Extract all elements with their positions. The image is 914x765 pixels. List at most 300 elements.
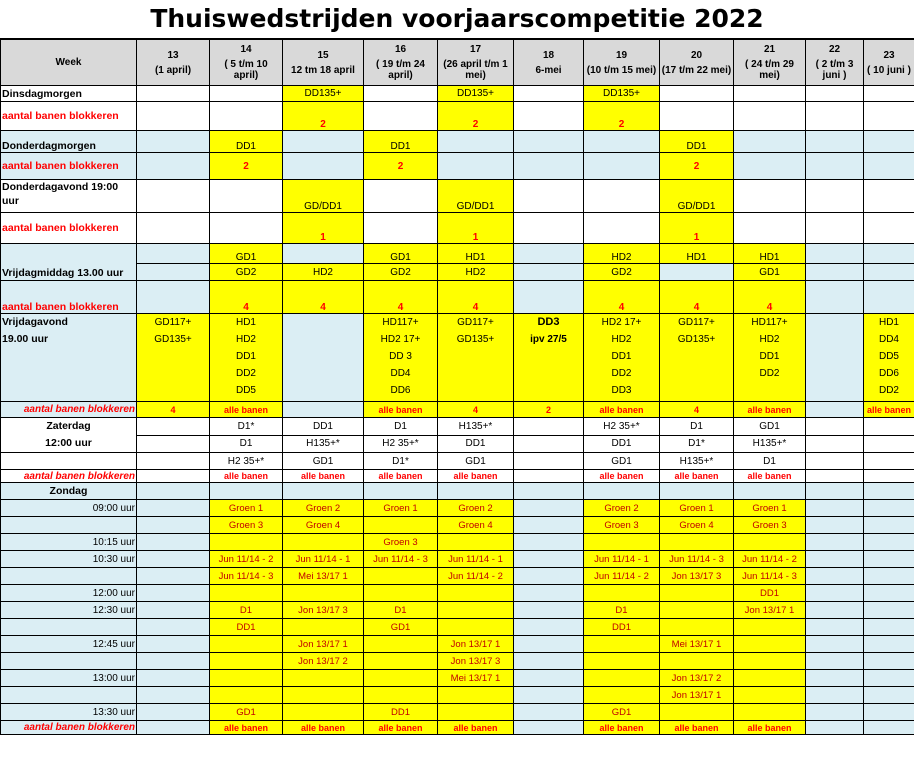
- zon-cell-w14: [210, 534, 283, 551]
- doda-block-w21: [734, 213, 806, 244]
- zat-cell-w15: DD1: [283, 418, 364, 436]
- zon-cell-w14: DD1: [210, 619, 283, 636]
- vra-entry: DD3: [537, 316, 560, 328]
- zat-cell-w13: [137, 435, 210, 453]
- vrm-cell-w13: [137, 264, 210, 281]
- row-label: Zondag: [1, 483, 137, 500]
- dinsdag-block-w17: 2: [438, 102, 514, 131]
- zon-cell-w14: Jun 11/14 - 3: [210, 568, 283, 585]
- block-label: aantal banen blokkeren: [1, 470, 137, 483]
- zat-cell-w13: [137, 418, 210, 436]
- zondag-row-5: [1, 568, 914, 585]
- zon-cell-w19: [584, 687, 660, 704]
- zon-cell-w18: [514, 568, 584, 585]
- zon-cell-w16: [364, 568, 438, 585]
- zat-block-w13: [137, 470, 210, 483]
- week-number: 15: [317, 49, 329, 61]
- doda-block-w18: [514, 213, 584, 244]
- zon-cell-w18: [514, 687, 584, 704]
- week-dates: 12 tm 18 april: [291, 64, 355, 76]
- zon-block-w18: [514, 721, 584, 735]
- zat-block-w16: alle banen: [364, 470, 438, 483]
- dinsdag-block-w21: [734, 102, 806, 131]
- zat-cell-w16: H2 35+*: [364, 435, 438, 453]
- zondag-empty: [584, 483, 660, 500]
- dinsdag-block-w22: [806, 102, 864, 131]
- vra-entry: GD117+: [457, 317, 494, 328]
- zon-cell-w21: [734, 670, 806, 687]
- week-column-header: [734, 40, 806, 86]
- vra-entry: HD2 17+: [601, 317, 642, 328]
- week-number: 19: [615, 49, 628, 61]
- zon-cell-w21: [734, 704, 806, 721]
- vrijdagavond-row: [1, 314, 914, 402]
- zat-cell-w20: H135+*: [660, 453, 734, 470]
- time-label: [1, 619, 137, 636]
- zaterdag-row-1: [1, 418, 914, 436]
- vrm-cell-w23: [864, 244, 914, 264]
- zon-cell-w17: [438, 534, 514, 551]
- zon-cell-w17: Jon 13/17 3: [438, 653, 514, 670]
- zondag-empty: [734, 483, 806, 500]
- vrm-cell-w18: [514, 244, 584, 264]
- zat-cell-w23: [864, 418, 914, 436]
- zon-cell-w19: GD1: [584, 704, 660, 721]
- zon-cell-w16: [364, 687, 438, 704]
- zondag-row-9: [1, 636, 914, 653]
- zon-cell-w20: Groen 4: [660, 517, 734, 534]
- dinsdag-block-w13: [137, 102, 210, 131]
- zat-block-w19: alle banen: [584, 470, 660, 483]
- week-column-header: [210, 40, 283, 86]
- zon-cell-w18: [514, 653, 584, 670]
- vrm-block-w22: [806, 281, 864, 314]
- zat-cell-w23: [864, 435, 914, 453]
- time-label: [1, 568, 137, 585]
- zon-cell-w17: Jun 11/14 - 1: [438, 551, 514, 568]
- zondag-row-7: [1, 602, 914, 619]
- zondag-row-13: [1, 704, 914, 721]
- vra-block-w13: 4: [137, 402, 210, 418]
- time-label: [1, 517, 137, 534]
- zon-block-w23: [864, 721, 914, 735]
- zon-cell-w22: [806, 687, 864, 704]
- zaterdag-row-2: [1, 435, 914, 453]
- dodm-block-w19: [584, 153, 660, 180]
- block-label: aantal banen blokkeren: [1, 281, 137, 314]
- zon-cell-w17: Jon 13/17 1: [438, 636, 514, 653]
- zondag-row-1: [1, 500, 914, 517]
- zat-cell-w23: [864, 453, 914, 470]
- zon-cell-w16: [364, 517, 438, 534]
- zon-cell-w21: Jun 11/14 - 2: [734, 551, 806, 568]
- vrm-cell-w15: HD2: [283, 264, 364, 281]
- week-number: 20: [690, 49, 703, 61]
- doda-block-w13: [137, 213, 210, 244]
- zon-cell-w15: [283, 704, 364, 721]
- vrm-cell-w13: [137, 244, 210, 264]
- donderdagmorgen-row: [1, 131, 914, 153]
- vrm-cell-w20: HD1: [660, 244, 734, 264]
- doda-cell-w14: [210, 180, 283, 213]
- zon-cell-w19: Jun 11/14 - 2: [584, 568, 660, 585]
- zondag-empty: [514, 483, 584, 500]
- schedule-table: [0, 39, 914, 735]
- donderdagavond-block-row: [1, 213, 914, 244]
- vra-block-w22: [806, 402, 864, 418]
- dodm-block-w16: 2: [364, 153, 438, 180]
- zat-block-w15: alle banen: [283, 470, 364, 483]
- zon-cell-w18: [514, 619, 584, 636]
- zon-cell-w16: Groen 1: [364, 500, 438, 517]
- dinsdag-cell-w22: [806, 86, 864, 102]
- vrm-cell-w18: [514, 264, 584, 281]
- vra-block-w17: 4: [438, 402, 514, 418]
- doda-block-w23: [864, 213, 914, 244]
- week-dates: (17 t/m 22 mei): [661, 64, 732, 76]
- row-label: Vrijdagmiddag 13.00 uur: [1, 244, 137, 281]
- zon-cell-w14: Groen 3: [210, 517, 283, 534]
- zon-cell-w18: [514, 517, 584, 534]
- row-label: Donderdagmorgen: [1, 131, 137, 153]
- zat-block-w18: [514, 470, 584, 483]
- row-label-empty: [1, 453, 137, 470]
- zon-cell-w15: Jon 13/17 2: [283, 653, 364, 670]
- week-column-header: [364, 40, 438, 86]
- doda-block-w15: 1: [283, 213, 364, 244]
- zon-cell-w13: [137, 670, 210, 687]
- zon-cell-w19: Groen 3: [584, 517, 660, 534]
- zat-cell-w22: [806, 453, 864, 470]
- row-label: [1, 314, 137, 402]
- vrm-cell-w23: [864, 264, 914, 281]
- zon-cell-w16: Jun 11/14 - 3: [364, 551, 438, 568]
- zon-cell-w20: Groen 1: [660, 500, 734, 517]
- vrm-cell-w22: [806, 264, 864, 281]
- vrm-block-w23: [864, 281, 914, 314]
- zat-cell-w16: D1: [364, 418, 438, 436]
- zon-cell-w21: [734, 619, 806, 636]
- block-label: aantal banen blokkeren: [1, 153, 137, 180]
- week-number: 13: [167, 49, 179, 61]
- zon-cell-w20: [660, 585, 734, 602]
- row-label-line: 19.00 uur: [2, 333, 49, 345]
- zat-cell-w19: DD1: [584, 435, 660, 453]
- dodm-block-w21: [734, 153, 806, 180]
- dinsdag-block-w16: [364, 102, 438, 131]
- vrm-cell-w14: GD2: [210, 264, 283, 281]
- zon-cell-w17: [438, 585, 514, 602]
- vra-block-w20: 4: [660, 402, 734, 418]
- vrm-cell-w21: GD1: [734, 264, 806, 281]
- zon-cell-w18: [514, 670, 584, 687]
- zon-cell-w22: [806, 517, 864, 534]
- zat-cell-w19: GD1: [584, 453, 660, 470]
- zon-cell-w20: [660, 534, 734, 551]
- doda-block-w20: 1: [660, 213, 734, 244]
- zat-cell-w20: D1: [660, 418, 734, 436]
- zat-cell-w17: GD1: [438, 453, 514, 470]
- dinsdag-block-w23: [864, 102, 914, 131]
- zon-cell-w17: Groen 2: [438, 500, 514, 517]
- vra-entry: DD5: [878, 351, 899, 362]
- zondag-empty: [806, 483, 864, 500]
- dodm-cell-w23: [864, 131, 914, 153]
- zon-cell-w17: [438, 704, 514, 721]
- vra-block-w16: alle banen: [364, 402, 438, 418]
- vrm-block-w19: 4: [584, 281, 660, 314]
- zat-cell-w15: GD1: [283, 453, 364, 470]
- vra-entry: GD117+: [678, 317, 715, 328]
- zat-cell-w14: H2 35+*: [210, 453, 283, 470]
- zondag-row-6: [1, 585, 914, 602]
- vra-entry: ipv 27/5: [530, 334, 567, 345]
- vra-cell-w16: [364, 314, 438, 402]
- zon-cell-w20: [660, 619, 734, 636]
- dinsdag-cell-w21: [734, 86, 806, 102]
- zon-cell-w14: [210, 636, 283, 653]
- zon-block-w21: alle banen: [734, 721, 806, 735]
- doda-cell-w19: [584, 180, 660, 213]
- zon-cell-w22: [806, 636, 864, 653]
- zat-cell-w15: H135+*: [283, 435, 364, 453]
- time-label: 12:45 uur: [1, 636, 137, 653]
- dodm-block-w20: 2: [660, 153, 734, 180]
- zondag-row-8: [1, 619, 914, 636]
- dinsdag-cell-w19: DD135+: [584, 86, 660, 102]
- zon-cell-w15: Jon 13/17 1: [283, 636, 364, 653]
- dodm-cell-w22: [806, 131, 864, 153]
- week-dates: ( 10 juni ): [867, 64, 911, 76]
- zon-cell-w22: [806, 619, 864, 636]
- zon-cell-w23: [864, 687, 914, 704]
- vra-entry: HD2: [759, 334, 780, 345]
- zondag-empty: [283, 483, 364, 500]
- zon-cell-w19: Groen 2: [584, 500, 660, 517]
- zat-cell-w14: D1: [210, 435, 283, 453]
- zon-cell-w21: DD1: [734, 585, 806, 602]
- block-label: aantal banen blokkeren: [1, 402, 137, 418]
- vrijdagavond-block-row: [1, 402, 914, 418]
- zondag-row-10: [1, 653, 914, 670]
- week-column-header: [806, 40, 864, 86]
- zon-cell-w16: Groen 3: [364, 534, 438, 551]
- zon-cell-w14: Groen 1: [210, 500, 283, 517]
- zat-cell-w19: H2 35+*: [584, 418, 660, 436]
- vra-entry: GD135+: [456, 334, 495, 345]
- zondag-row-3: [1, 534, 914, 551]
- week-column-header: [514, 40, 584, 86]
- zon-block-w17: alle banen: [438, 721, 514, 735]
- zon-block-w19: alle banen: [584, 721, 660, 735]
- zat-cell-w18: [514, 418, 584, 436]
- zon-cell-w16: [364, 636, 438, 653]
- zat-cell-w16: D1*: [364, 453, 438, 470]
- zon-cell-w20: [660, 704, 734, 721]
- zon-cell-w14: [210, 670, 283, 687]
- zon-cell-w22: [806, 568, 864, 585]
- dinsdag-cell-w16: [364, 86, 438, 102]
- vrijdagmiddag-row-2: [1, 264, 914, 281]
- zon-cell-w23: [864, 670, 914, 687]
- zondag-row-4: [1, 551, 914, 568]
- vra-entry: HD117+: [751, 317, 788, 328]
- dodm-cell-w15: [283, 131, 364, 153]
- week-number: 16: [394, 44, 407, 55]
- week-dates: ( 2 t/m 3 juni ): [815, 59, 854, 81]
- vrm-block-w18: [514, 281, 584, 314]
- dodm-block-w18: [514, 153, 584, 180]
- zat-cell-w21: D1: [734, 453, 806, 470]
- zon-cell-w17: [438, 602, 514, 619]
- week-dates: 6-mei: [535, 64, 562, 76]
- zon-cell-w21: Groen 1: [734, 500, 806, 517]
- zat-cell-w14: D1*: [210, 418, 283, 436]
- zondag-empty: [364, 483, 438, 500]
- week-number: 21: [763, 44, 776, 55]
- vra-entry: DD2: [235, 368, 256, 379]
- doda-block-w22: [806, 213, 864, 244]
- zon-cell-w20: Jun 11/14 - 3: [660, 551, 734, 568]
- vra-entry: DD1: [235, 351, 256, 362]
- zon-cell-w13: [137, 619, 210, 636]
- time-label: [1, 653, 137, 670]
- time-label: 10:30 uur: [1, 551, 137, 568]
- doda-block-w16: [364, 213, 438, 244]
- zon-block-w22: [806, 721, 864, 735]
- vra-cell-w22: [806, 314, 864, 402]
- doda-block-w14: [210, 213, 283, 244]
- doda-cell-w17: GD/DD1: [438, 180, 514, 213]
- week-column-header: [283, 40, 364, 86]
- vra-entry: HD117+: [382, 317, 419, 328]
- week-number: 23: [883, 49, 895, 61]
- zon-cell-w13: [137, 551, 210, 568]
- week-column-header: [438, 40, 514, 86]
- zon-cell-w19: D1: [584, 602, 660, 619]
- vrm-block-w13: [137, 281, 210, 314]
- zat-cell-w18: [514, 435, 584, 453]
- vra-block-w19: alle banen: [584, 402, 660, 418]
- zat-cell-w20: D1*: [660, 435, 734, 453]
- zon-cell-w17: Mei 13/17 1: [438, 670, 514, 687]
- vra-cell-w13: [137, 314, 210, 402]
- vra-block-w23: alle banen: [864, 402, 914, 418]
- zon-cell-w17: [438, 619, 514, 636]
- doda-block-w19: [584, 213, 660, 244]
- vrm-cell-w19: HD2: [584, 244, 660, 264]
- dinsdag-cell-w13: [137, 86, 210, 102]
- dinsdag-cell-w17: DD135+: [438, 86, 514, 102]
- week-dates: ( 5 t/m 10 april): [224, 59, 268, 81]
- vra-entry: DD 3: [389, 351, 412, 362]
- zon-cell-w23: [864, 704, 914, 721]
- time-label: 13:00 uur: [1, 670, 137, 687]
- zat-block-w17: alle banen: [438, 470, 514, 483]
- zon-cell-w19: Jun 11/14 - 1: [584, 551, 660, 568]
- time-label: 10:15 uur: [1, 534, 137, 551]
- dinsdag-cell-w23: [864, 86, 914, 102]
- zon-cell-w13: [137, 585, 210, 602]
- week-number: 22: [828, 44, 841, 55]
- zon-cell-w16: [364, 653, 438, 670]
- vra-entry: DD2: [878, 385, 899, 396]
- zat-block-w23: [864, 470, 914, 483]
- row-label: Donderdagavond 19:00 uur: [1, 180, 137, 213]
- zat-cell-w21: GD1: [734, 418, 806, 436]
- week-column-header: [864, 40, 914, 86]
- vrm-cell-w22: [806, 244, 864, 264]
- vrijdagmiddag-row-1: [1, 244, 914, 264]
- dodm-cell-w19: [584, 131, 660, 153]
- zon-cell-w23: [864, 636, 914, 653]
- zon-cell-w22: [806, 602, 864, 619]
- zon-cell-w21: [734, 687, 806, 704]
- doda-cell-w21: [734, 180, 806, 213]
- dodm-cell-w17: [438, 131, 514, 153]
- zondag-empty: [660, 483, 734, 500]
- zat-block-w20: alle banen: [660, 470, 734, 483]
- zon-cell-w18: [514, 636, 584, 653]
- zon-cell-w23: [864, 602, 914, 619]
- zon-cell-w21: [734, 534, 806, 551]
- zon-cell-w23: [864, 551, 914, 568]
- zon-cell-w16: [364, 670, 438, 687]
- zon-cell-w14: [210, 585, 283, 602]
- zon-cell-w21: Jon 13/17 1: [734, 602, 806, 619]
- week-number: 18: [542, 49, 555, 61]
- vra-entry: HD2: [611, 334, 632, 345]
- zon-cell-w22: [806, 704, 864, 721]
- zon-cell-w13: [137, 704, 210, 721]
- zon-cell-w16: D1: [364, 602, 438, 619]
- zon-cell-w20: [660, 602, 734, 619]
- doda-cell-w18: [514, 180, 584, 213]
- dinsdag-block-w18: [514, 102, 584, 131]
- dinsdag-block-w19: 2: [584, 102, 660, 131]
- vrm-block-w17: 4: [438, 281, 514, 314]
- dinsdag-block-w15: 2: [283, 102, 364, 131]
- zon-cell-w14: Jun 11/14 - 2: [210, 551, 283, 568]
- zon-cell-w13: [137, 517, 210, 534]
- zon-cell-w20: Mei 13/17 1: [660, 636, 734, 653]
- zon-cell-w23: [864, 585, 914, 602]
- zon-cell-w15: [283, 534, 364, 551]
- row-label-line: 12:00 uur: [45, 437, 92, 449]
- doda-block-w17: 1: [438, 213, 514, 244]
- vrm-cell-w14: GD1: [210, 244, 283, 264]
- vrm-cell-w19: GD2: [584, 264, 660, 281]
- dodm-block-w23: [864, 153, 914, 180]
- zon-cell-w14: [210, 687, 283, 704]
- vrm-cell-w17: HD1: [438, 244, 514, 264]
- zon-cell-w20: Jon 13/17 2: [660, 670, 734, 687]
- dodm-block-w17: [438, 153, 514, 180]
- zon-cell-w20: [660, 653, 734, 670]
- vrm-block-w21: 4: [734, 281, 806, 314]
- time-label: 13:30 uur: [1, 704, 137, 721]
- zon-cell-w23: [864, 568, 914, 585]
- zon-block-w13: [137, 721, 210, 735]
- zon-cell-w15: Jon 13/17 3: [283, 602, 364, 619]
- vra-entry: DD2: [759, 368, 780, 379]
- week-dates: ( 19 t/m 24 april): [376, 59, 425, 81]
- zon-cell-w15: Mei 13/17 1: [283, 568, 364, 585]
- row-label-line: Zaterdag: [46, 420, 91, 432]
- zon-cell-w20: Jon 13/17 3: [660, 568, 734, 585]
- vra-entry: GD117+: [154, 317, 192, 328]
- row-label-line: Vrijdagavond: [2, 316, 68, 328]
